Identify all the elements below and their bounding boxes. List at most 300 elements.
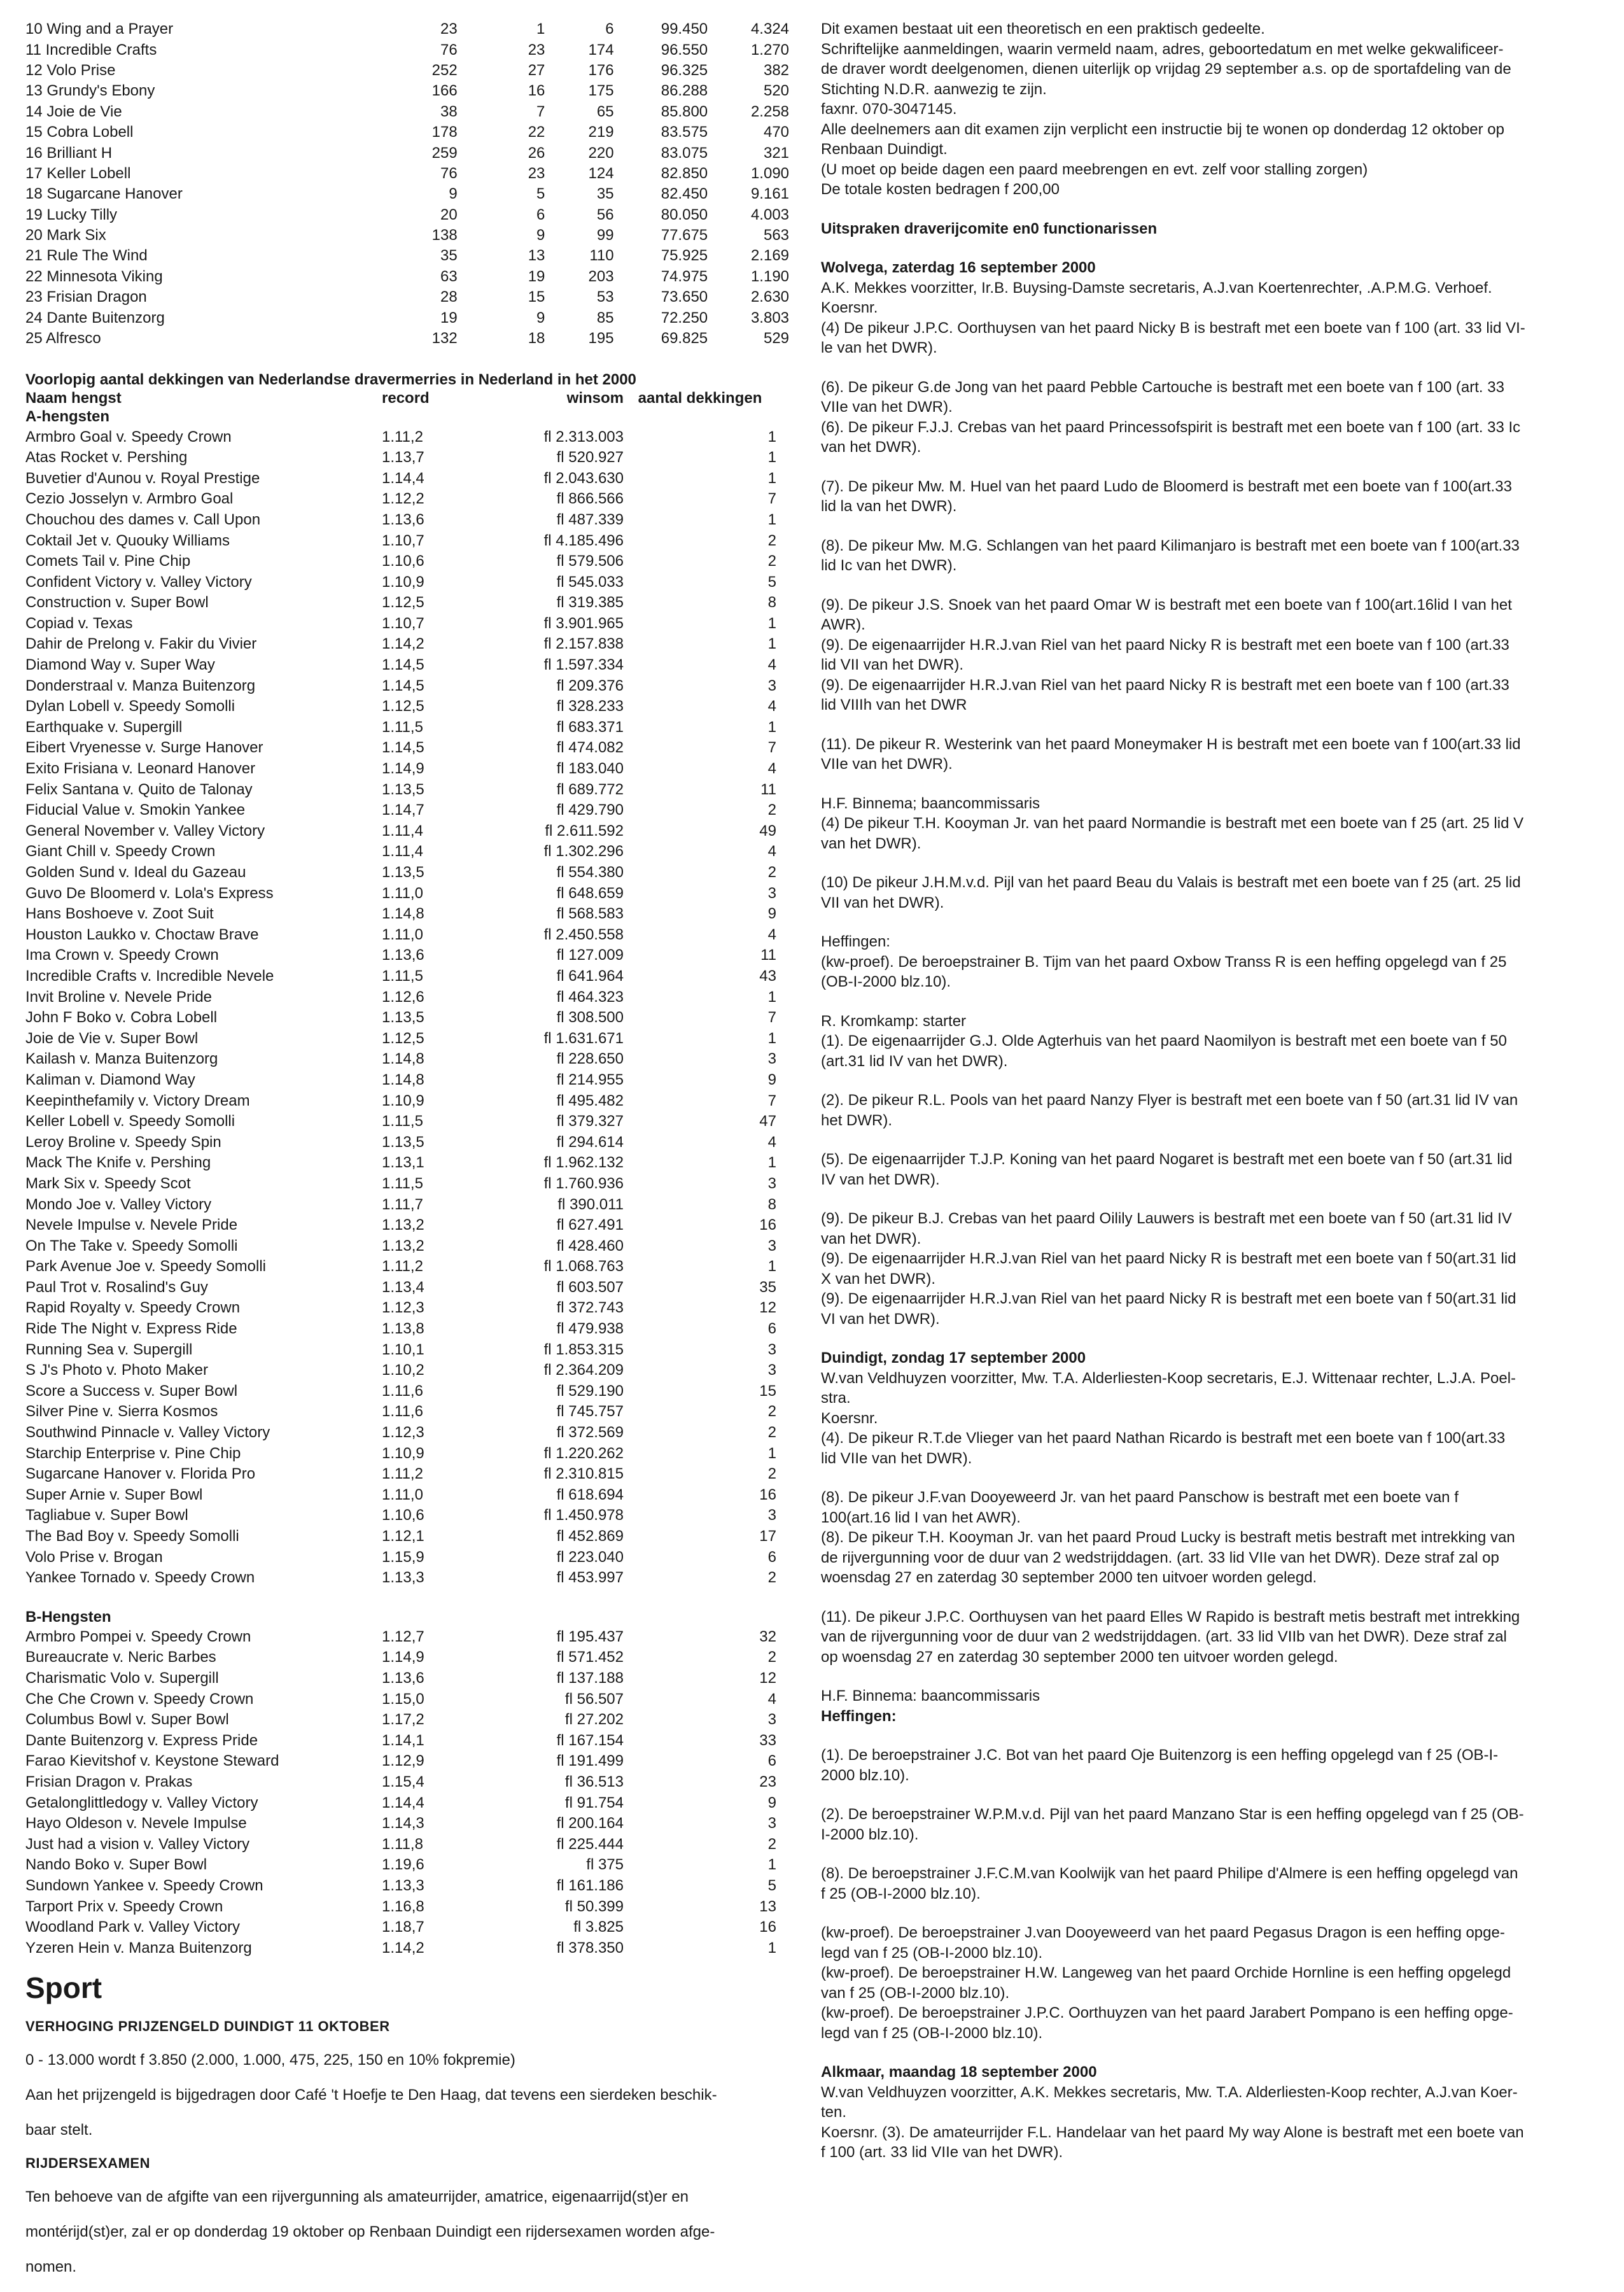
stallion-cell: 2 <box>767 1424 776 1442</box>
ranking-cell: 470 <box>763 123 790 141</box>
ranking-cell: 24 Dante Buitenzorg <box>25 309 165 327</box>
text-line: van f 25 (OB-I-2000 blz.10). <box>821 1984 1010 2002</box>
stallion-cell: Armbro Goal v. Speedy Crown <box>25 428 232 446</box>
exam-intro-text <box>821 19 1591 200</box>
text-line: A.K. Mekkes voorzitter, Ir.B. Buysing-Damste secretaris, A.J.van Koertenrechter, .A.P.M.G. Verhoef. <box>821 279 1492 297</box>
stallion-cell: Cezio Josselyn v. Armbro Goal <box>25 490 234 508</box>
stallion-cell: 1 <box>767 718 776 736</box>
stallion-cell: 8 <box>767 594 776 612</box>
text-line: (9). De eigenaarrijder H.R.J.van Riel van het paard Nicky R is bestraft met een boete van f 100 (art.33 <box>821 676 1509 694</box>
stallion-cell: 1.12,5 <box>382 698 424 715</box>
ranking-row <box>25 184 789 204</box>
stallion-row <box>25 1402 789 1423</box>
stallion-cell: Incredible Crafts v. Incredible Nevele <box>25 967 274 985</box>
stallion-cell: Earthquake v. Supergill <box>25 718 183 736</box>
stallion-cell: 9 <box>767 1071 776 1088</box>
text-line: (2). De beroepstrainer W.P.M.v.d. Pijl van het paard Manzano Star is een heffing opgelegd van f 25 (OB- <box>821 1806 1524 1823</box>
text-line: (11). De pikeur J.P.C. Oorthuysen van het paard Elles W Rapido is bestraft metis bestraft met intrekking <box>821 1608 1520 1626</box>
ranking-cell: 65 <box>596 102 614 120</box>
stallion-cell: 1.11,4 <box>382 843 423 861</box>
group-b-title: B-Hengsten <box>25 1608 111 1626</box>
text-line: 100(art.16 lid I van het AWR). <box>821 1508 1021 1526</box>
stallion-cell: fl 3.825 <box>573 1918 624 1936</box>
stallion-cell: Nando Boko v. Super Bowl <box>25 1856 207 1874</box>
stallion-cell: Tagliabue v. Super Bowl <box>25 1507 188 1524</box>
stallion-row <box>25 1256 789 1277</box>
stallion-cell: fl 167.154 <box>556 1731 624 1749</box>
ranking-cell: 25 Alfresco <box>25 330 101 348</box>
stallion-cell: 11 <box>760 780 776 798</box>
text-line: (9). De pikeur B.J. Crebas van het paard Oilily Lauwers is bestraft met een boete van f 50 (art.31 lid IV <box>821 1210 1512 1227</box>
stallion-cell: fl 375 <box>586 1856 624 1874</box>
ranking-cell: 3.803 <box>750 309 790 327</box>
ranking-row <box>25 122 789 143</box>
text-line: (art.31 lid IV van het DWR). <box>821 1052 1008 1070</box>
stallion-cell: 1 <box>767 614 776 632</box>
stallion-cell: 9 <box>767 1794 776 1811</box>
stallion-cell: Southwind Pinnacle v. Valley Victory <box>25 1424 270 1442</box>
stallion-cell: Volo Prise v. Brogan <box>25 1548 163 1566</box>
stallion-cell: fl 228.650 <box>556 1050 624 1068</box>
stallion-row <box>25 1235 789 1256</box>
stallion-cell: 1.12,6 <box>382 988 424 1006</box>
ranking-cell: 15 <box>528 288 545 306</box>
text-line: (kw-proef). De beroepstrainer B. Tijm van het paard Oxbow Transs R is een heffing opgelegd van f 25 <box>821 953 1507 971</box>
text-line: VII van het DWR). <box>821 894 944 911</box>
text-line: Koersnr. (3). De amateurrijder F.L. Handelaar van het paard My way Alone is bestraft met een boete van <box>821 2123 1524 2141</box>
text-line: (4) De pikeur J.P.C. Oorthuysen van het paard Nicky B is bestraft met een boete van f 100 (art. 33 lid VI- <box>821 319 1525 337</box>
stallion-row <box>25 987 789 1008</box>
stallion-cell: 1.12,3 <box>382 1299 424 1317</box>
stallion-cell: Charismatic Volo v. Supergill <box>25 1669 219 1687</box>
text-line: (11). De pikeur R. Westerink van het paard Moneymaker H is bestraft met een boete van f 100(art.33 lid <box>821 735 1521 753</box>
ranking-cell: 27 <box>528 61 545 79</box>
text-line: VIIe van het DWR). <box>821 398 953 416</box>
stallion-cell: 1.10,9 <box>382 573 424 591</box>
text-line: de draver wordt deelgenomen, dienen uiterlijk op vrijdag 29 september a.s. op de sportafdeling van de <box>821 60 1511 78</box>
ranking-row <box>25 307 789 328</box>
stallion-cell: 16 <box>759 1216 776 1234</box>
stallion-cell: fl 2.157.838 <box>543 635 624 653</box>
stallion-row <box>25 821 789 842</box>
ruling-paragraph <box>821 735 1591 775</box>
stallion-cell: 5 <box>767 1876 776 1894</box>
stallion-cell: General November v. Valley Victory <box>25 822 265 840</box>
stallion-cell: 1.11,0 <box>382 884 423 902</box>
stallion-cell: John F Boko v. Cobra Lobell <box>25 1009 218 1027</box>
stallion-cell: fl 50.399 <box>564 1897 624 1915</box>
stallion-row <box>25 1339 789 1360</box>
stallion-cell: fl 4.185.496 <box>543 531 624 549</box>
text-line: le van het DWR). <box>821 339 937 356</box>
stallion-cell: fl 683.371 <box>556 718 624 736</box>
stallion-cell: 2 <box>767 552 776 570</box>
ranking-cell: 96.550 <box>661 41 708 59</box>
ranking-cell: 53 <box>596 288 614 306</box>
stallion-cell: Atas Rocket v. Pershing <box>25 449 188 467</box>
stallion-cell: fl 294.614 <box>556 1133 624 1151</box>
exam-heading: RIJDERSEXAMEN <box>25 2155 150 2171</box>
duindigt-text <box>821 1368 1591 1469</box>
stallion-cell: fl 641.964 <box>556 967 624 985</box>
stallion-cell: fl 1.631.671 <box>543 1029 624 1047</box>
stallion-cell: fl 487.339 <box>556 510 624 528</box>
stallion-row <box>25 1813 789 1834</box>
stallion-cell: 1.15,4 <box>382 1773 424 1790</box>
ranking-cell: 20 Mark Six <box>25 227 106 244</box>
ranking-cell: 259 <box>431 144 458 162</box>
stallion-cell: 1.13,6 <box>382 510 424 528</box>
duindigt-heading: Duindigt, zondag 17 september 2000 <box>821 1349 1086 1367</box>
stallion-cell: Chouchou des dames v. Call Upon <box>25 510 261 528</box>
stallion-cell: Running Sea v. Supergill <box>25 1340 193 1358</box>
stallion-row <box>25 489 789 510</box>
ranking-cell: 72.250 <box>661 309 708 327</box>
ruling-paragraph <box>821 794 1591 854</box>
stallion-row <box>25 966 789 987</box>
ranking-row <box>25 19 789 39</box>
ranking-cell: 26 <box>528 144 545 162</box>
stallion-row <box>25 1547 789 1568</box>
text-line: legd van f 25 (OB-I-2000 blz.10). <box>821 2024 1043 2042</box>
stallion-row <box>25 883 789 904</box>
stallion-row <box>25 1751 789 1772</box>
ranking-cell: 4.003 <box>750 206 790 223</box>
stallion-cell: 4 <box>767 1133 776 1151</box>
text-line: (8). De beroepstrainer J.F.C.M.van Koolwijk van het paard Philipe d'Almere is een heffing opgelegd van <box>821 1865 1518 1882</box>
ranking-cell: 2.169 <box>750 247 790 265</box>
stallion-cell: fl 319.385 <box>556 594 624 612</box>
header-winsom: winsom <box>566 390 624 407</box>
stallion-cell: 1.13,6 <box>382 1669 424 1687</box>
ranking-cell: 13 Grundy's Ebony <box>25 82 155 100</box>
stallion-cell: Fiducial Value v. Smokin Yankee <box>25 801 246 819</box>
text-line: (4) De pikeur T.H. Kooyman Jr. van het paard Normandie is bestraft met een boete van f 25 (art. 25 lid V <box>821 815 1524 832</box>
text-line: IV van het DWR). <box>821 1171 940 1188</box>
stallion-cell: 1.11,0 <box>382 1486 423 1503</box>
ranking-cell: 110 <box>589 247 614 265</box>
stallion-cell: fl 866.566 <box>556 490 624 508</box>
ruling-paragraph <box>821 1923 1591 2043</box>
ranking-cell: 19 <box>440 309 458 327</box>
stallion-cell: fl 1.597.334 <box>543 656 624 674</box>
stallion-cell: Frisian Dragon v. Prakas <box>25 1773 193 1790</box>
text-line: Aan het prijzengeld is bijgedragen door Café 't Hoefje te Den Haag, dat tevens een sierdeken beschik- <box>25 2086 717 2104</box>
text-line: Koersnr. <box>821 1409 878 1427</box>
stallion-cell: 1.10,6 <box>382 552 424 570</box>
stallion-cell: 1.12,5 <box>382 1029 424 1047</box>
stallion-row <box>25 1298 789 1319</box>
stallion-cell: 1.11,2 <box>382 1465 423 1483</box>
stallion-cell: fl 372.743 <box>556 1299 624 1317</box>
stallion-cell: 1.10,9 <box>382 1092 424 1109</box>
stallion-cell: fl 2.310.815 <box>543 1465 624 1483</box>
ranking-row <box>25 143 789 163</box>
stallion-cell: Dahir de Prelong v. Fakir du Vivier <box>25 635 257 653</box>
stallion-cell: fl 554.380 <box>556 864 624 882</box>
group-a-title: A-hengsten <box>25 408 109 426</box>
stallion-cell: fl 495.482 <box>556 1092 624 1109</box>
stallion-cell: Joie de Vie v. Super Bowl <box>25 1029 199 1047</box>
stallion-cell: 1.13,3 <box>382 1569 424 1587</box>
ranking-cell: 9 <box>449 185 458 203</box>
text-line: Heffingen: <box>821 933 890 950</box>
ranking-cell: 2.630 <box>750 288 790 306</box>
stallion-row <box>25 779 789 800</box>
ranking-row <box>25 246 789 266</box>
stallion-cell: Construction v. Super Bowl <box>25 594 209 612</box>
stallion-cell: 2 <box>767 801 776 819</box>
stallion-row <box>25 510 789 531</box>
stallion-cell: Kaliman v. Diamond Way <box>25 1071 195 1088</box>
stallion-row <box>25 1174 789 1195</box>
stallion-cell: fl 1.220.262 <box>543 1444 624 1462</box>
stallion-row <box>25 904 789 925</box>
stallion-cell: Giant Chill v. Speedy Crown <box>25 843 216 861</box>
ranking-cell: 5 <box>536 185 545 203</box>
text-line: van het DWR). <box>821 1230 921 1248</box>
ranking-cell: 18 Sugarcane Hanover <box>25 185 183 203</box>
stallion-cell: fl 372.569 <box>556 1424 624 1442</box>
stallion-row <box>25 675 789 696</box>
stallion-cell: fl 479.938 <box>556 1320 624 1338</box>
text-line: Schriftelijke aanmeldingen, waarin vermeld naam, adres, geboortedatum en met welke gekwalificeer- <box>821 40 1504 58</box>
ranking-cell: 99 <box>596 227 614 244</box>
stallion-row <box>25 1689 789 1710</box>
ranking-cell: 14 Joie de Vie <box>25 102 122 120</box>
stallion-row <box>25 1647 789 1668</box>
ranking-cell: 2.258 <box>750 102 790 120</box>
stallion-cell: 1.15,0 <box>382 1690 424 1708</box>
ranking-cell: 138 <box>431 227 458 244</box>
stallion-cell: fl 161.186 <box>556 1876 624 1894</box>
text-line: (8). De pikeur Mw. M.G. Schlangen van het paard Kilimanjaro is bestraft met een boete van f 100(art.33 <box>821 537 1520 554</box>
stallion-row <box>25 1008 789 1029</box>
text-line: (kw-proef). De beroepstrainer J.P.C. Oorthuyzen van het paard Jarabert Pompano is een heffing opge- <box>821 2004 1513 2021</box>
stallion-row <box>25 1526 789 1547</box>
stallion-cell: 3 <box>767 1340 776 1358</box>
text-line: (6). De pikeur F.J.J. Crebas van het paard Princessofspirit is bestraft met een boete van f 100 (art. 33 Ic <box>821 418 1521 436</box>
stallion-cell: 1.14,1 <box>382 1731 424 1749</box>
stallion-cell: 2 <box>767 1465 776 1483</box>
stallion-cell: Park Avenue Joe v. Speedy Somolli <box>25 1258 266 1276</box>
stallion-cell: fl 191.499 <box>556 1752 624 1770</box>
stallion-cell: Dante Buitenzorg v. Express Pride <box>25 1731 258 1749</box>
stallion-cell: fl 328.233 <box>556 698 624 715</box>
alkmaar-heading: Alkmaar, maandag 18 september 2000 <box>821 2064 1097 2081</box>
stallion-row <box>25 1568 789 1589</box>
ranking-cell: 35 <box>596 185 614 203</box>
stallion-row <box>25 1028 789 1049</box>
ranking-row <box>25 287 789 307</box>
stallion-cell: 1.14,5 <box>382 739 424 757</box>
stallion-row <box>25 655 789 676</box>
stallion-cell: Yankee Tornado v. Speedy Crown <box>25 1569 255 1587</box>
stallion-cell: 1.11,5 <box>382 1174 423 1192</box>
ruling-paragraph <box>821 1209 1591 1329</box>
stallion-row <box>25 1194 789 1215</box>
ranking-cell: 75.925 <box>661 247 708 265</box>
stallion-cell: 43 <box>759 967 776 985</box>
text-line: I-2000 blz.10). <box>821 1825 919 1843</box>
stallion-cell: fl 745.757 <box>556 1403 624 1421</box>
ranking-cell: 35 <box>440 247 458 265</box>
stallion-cell: fl 568.583 <box>556 905 624 923</box>
stallion-cell: 6 <box>767 1752 776 1770</box>
stallion-cell: 2 <box>767 864 776 882</box>
stallion-cell: 6 <box>767 1548 776 1566</box>
stallion-row <box>25 925 789 946</box>
stallion-cell: fl 452.869 <box>556 1528 624 1545</box>
stallion-cell: 13 <box>759 1897 776 1915</box>
ruling-paragraph <box>821 1090 1591 1130</box>
stallion-cell: 1.12,7 <box>382 1628 424 1645</box>
stallion-cell: 1.14,4 <box>382 1794 424 1811</box>
ranking-cell: 23 <box>528 164 545 182</box>
stallion-cell: 1.13,7 <box>382 449 424 467</box>
text-line: (10) De pikeur J.H.M.v.d. Pijl van het paard Beau du Valais is bestraft met een boete van f 25 (art. 25 lid <box>821 874 1521 891</box>
stallion-cell: Invit Broline v. Nevele Pride <box>25 988 213 1006</box>
stallion-cell: 1.11,2 <box>382 1258 423 1276</box>
stallion-cell: 1.11,6 <box>382 1403 423 1421</box>
stallion-cell: Sugarcane Hanover v. Florida Pro <box>25 1465 256 1483</box>
stallion-cell: 2 <box>767 531 776 549</box>
stallion-cell: 1 <box>767 469 776 487</box>
stallion-cell: fl 571.452 <box>556 1649 624 1666</box>
text-line: de rijvergunning voor de duur van 2 wedstrijddagen. (art. 33 lid VIIe van het DWR). Deze straf zal op <box>821 1549 1499 1566</box>
ranking-cell: 6 <box>536 206 545 223</box>
stallion-row <box>25 1855 789 1876</box>
stallion-cell: 1.11,2 <box>382 428 423 446</box>
stallion-cell: 1.14,5 <box>382 677 424 694</box>
text-line: lid la van het DWR). <box>821 498 957 515</box>
text-line: van de rijvergunning voor de duur van 2 wedstrijddagen. (art. 33 lid VIIb van het DWR). Deze straf zal <box>821 1628 1507 1645</box>
ranking-row <box>25 164 789 184</box>
ranking-cell: 220 <box>588 144 614 162</box>
header-record: record <box>382 390 430 407</box>
stallion-row <box>25 530 789 551</box>
text-line: (8). De pikeur J.F.van Dooyeweerd Jr. van het paard Panschow is bestraft met een boete van f <box>821 1489 1459 1506</box>
ranking-row <box>25 81 789 101</box>
stallion-cell: 32 <box>759 1628 776 1645</box>
stallion-cell: 1 <box>767 1258 776 1276</box>
stallion-cell: 1.11,5 <box>382 718 423 736</box>
stallion-row <box>25 1111 789 1132</box>
ruling-paragraph <box>821 1804 1591 1845</box>
heffingen-heading: Heffingen: <box>821 1707 897 1725</box>
ranking-cell: 82.450 <box>661 185 708 203</box>
stallion-cell: 6 <box>767 1320 776 1338</box>
stallion-row <box>25 1319 789 1340</box>
ranking-cell: 74.975 <box>661 267 708 285</box>
text-line: (kw-proef). De beroepstrainer J.van Dooyeweerd van het paard Pegasus Dragon is een heffing opge- <box>821 1924 1505 1941</box>
stallion-cell: fl 2.611.592 <box>545 822 624 840</box>
stallion-cell: fl 195.437 <box>556 1628 624 1645</box>
stallion-cell: 1.17,2 <box>382 1711 424 1729</box>
stallion-cell: 1 <box>767 1856 776 1874</box>
text-line: lid VIIe van het DWR). <box>821 1449 972 1467</box>
stallion-cell: 1.11,7 <box>382 1195 423 1213</box>
stallion-row <box>25 1792 789 1813</box>
ranking-cell: 382 <box>763 61 790 79</box>
stallion-cell: 1.14,8 <box>382 905 424 923</box>
stallion-cell: Coktail Jet v. Quouky Williams <box>25 531 230 549</box>
header-naam-hengst: Naam hengst <box>25 390 122 407</box>
stallion-cell: 9 <box>767 905 776 923</box>
stallion-row <box>25 1627 789 1648</box>
ranking-cell: 321 <box>763 144 790 162</box>
stallion-cell: 1.10,1 <box>382 1340 424 1358</box>
stallion-cell: 1.11,5 <box>382 1113 423 1130</box>
ranking-cell: 9.161 <box>750 185 790 203</box>
stallion-cell: fl 1.962.132 <box>543 1154 624 1172</box>
stallion-cell: 1.11,4 <box>382 822 423 840</box>
text-line: (1). De eigenaarrijder G.J. Olde Agterhuis van het paard Naomilyon is bestraft met een boete van f 50 <box>821 1032 1507 1050</box>
text-line: 0 - 13.000 wordt f 3.850 (2.000, 1.000, 475, 225, 150 en 10% fokpremie) <box>25 2051 515 2069</box>
ranking-cell: 23 <box>440 20 458 38</box>
ranking-cell: 12 Volo Prise <box>25 61 116 79</box>
stallion-cell: Ride The Night v. Express Ride <box>25 1320 237 1338</box>
stallion-cell: fl 428.460 <box>556 1237 624 1255</box>
stallion-row <box>25 426 789 447</box>
stallion-cell: 1.14,3 <box>382 1815 424 1832</box>
stallion-cell: 47 <box>759 1113 776 1130</box>
ranking-cell: 21 Rule The Wind <box>25 247 148 265</box>
ranking-cell: 166 <box>431 82 458 100</box>
text-line: (8). De pikeur T.H. Kooyman Jr. van het paard Proud Lucky is bestraft metis bestraft met intrekking van <box>821 1529 1515 1546</box>
stallion-cell: fl 379.327 <box>556 1113 624 1130</box>
stallion-cell: 2 <box>767 1403 776 1421</box>
stallion-cell: 1.12,9 <box>382 1752 424 1770</box>
stallion-cell: 1.14,7 <box>382 801 424 819</box>
stallion-cell: 12 <box>759 1669 776 1687</box>
stallion-row <box>25 1215 789 1236</box>
text-line: R. Kromkamp: starter <box>821 1012 967 1030</box>
text-line: op woensdag 27 en zaterdag 30 september 2000 ten uitvoer worden gelegd. <box>821 1648 1338 1666</box>
text-line: woensdag 27 en zaterdag 30 september 2000 ten uitvoer worden gelegd. <box>821 1569 1317 1586</box>
stallion-cell: fl 627.491 <box>556 1216 624 1234</box>
stallion-cell: Starchip Enterprise v. Pine Chip <box>25 1444 241 1462</box>
stallion-cell: fl 225.444 <box>556 1835 624 1853</box>
text-line: VIIe van het DWR). <box>821 756 953 773</box>
ranking-cell: 69.825 <box>661 330 708 348</box>
ranking-cell: 563 <box>763 227 790 244</box>
ranking-row <box>25 39 789 60</box>
exam-text <box>25 2187 789 2277</box>
stallion-cell: fl 127.009 <box>556 946 624 964</box>
stallion-cell: fl 1.302.296 <box>543 843 624 861</box>
text-line: Ten behoeve van de afgifte van een rijvergunning als amateurrijder, amatrice, eigenaarrijd(st)er en <box>25 2188 689 2205</box>
stallion-cell: Keller Lobell v. Speedy Somolli <box>25 1113 235 1130</box>
ranking-cell: 13 <box>528 247 545 265</box>
text-line: 2000 blz.10). <box>821 1766 909 1784</box>
text-line: W.van Veldhuyzen voorzitter, Mw. T.A. Alderliesten-Koop secretaris, E.J. Wittenaar rechter, L.J.A. Poel- <box>821 1369 1516 1387</box>
text-line: legd van f 25 (OB-I-2000 blz.10). <box>821 1944 1043 1962</box>
text-line: van het DWR). <box>821 439 921 456</box>
stallion-cell: 1.12,2 <box>382 490 424 508</box>
text-line: van het DWR). <box>821 834 921 852</box>
stallion-cell: fl 2.313.003 <box>543 428 624 446</box>
stallion-cell: Golden Sund v. Ideal du Gazeau <box>25 864 246 882</box>
stallion-cell: 1.11,0 <box>382 925 423 943</box>
ranking-cell: 22 Minnesota Viking <box>25 267 163 285</box>
text-line: Stichting N.D.R. aanwezig te zijn. <box>821 80 1047 98</box>
text-line: X van het DWR). <box>821 1270 936 1288</box>
ranking-cell: 6 <box>605 20 614 38</box>
stallion-cell: Hayo Oldeson v. Nevele Impulse <box>25 1815 247 1832</box>
stallion-cell: 3 <box>767 1237 776 1255</box>
ranking-row <box>25 267 789 287</box>
